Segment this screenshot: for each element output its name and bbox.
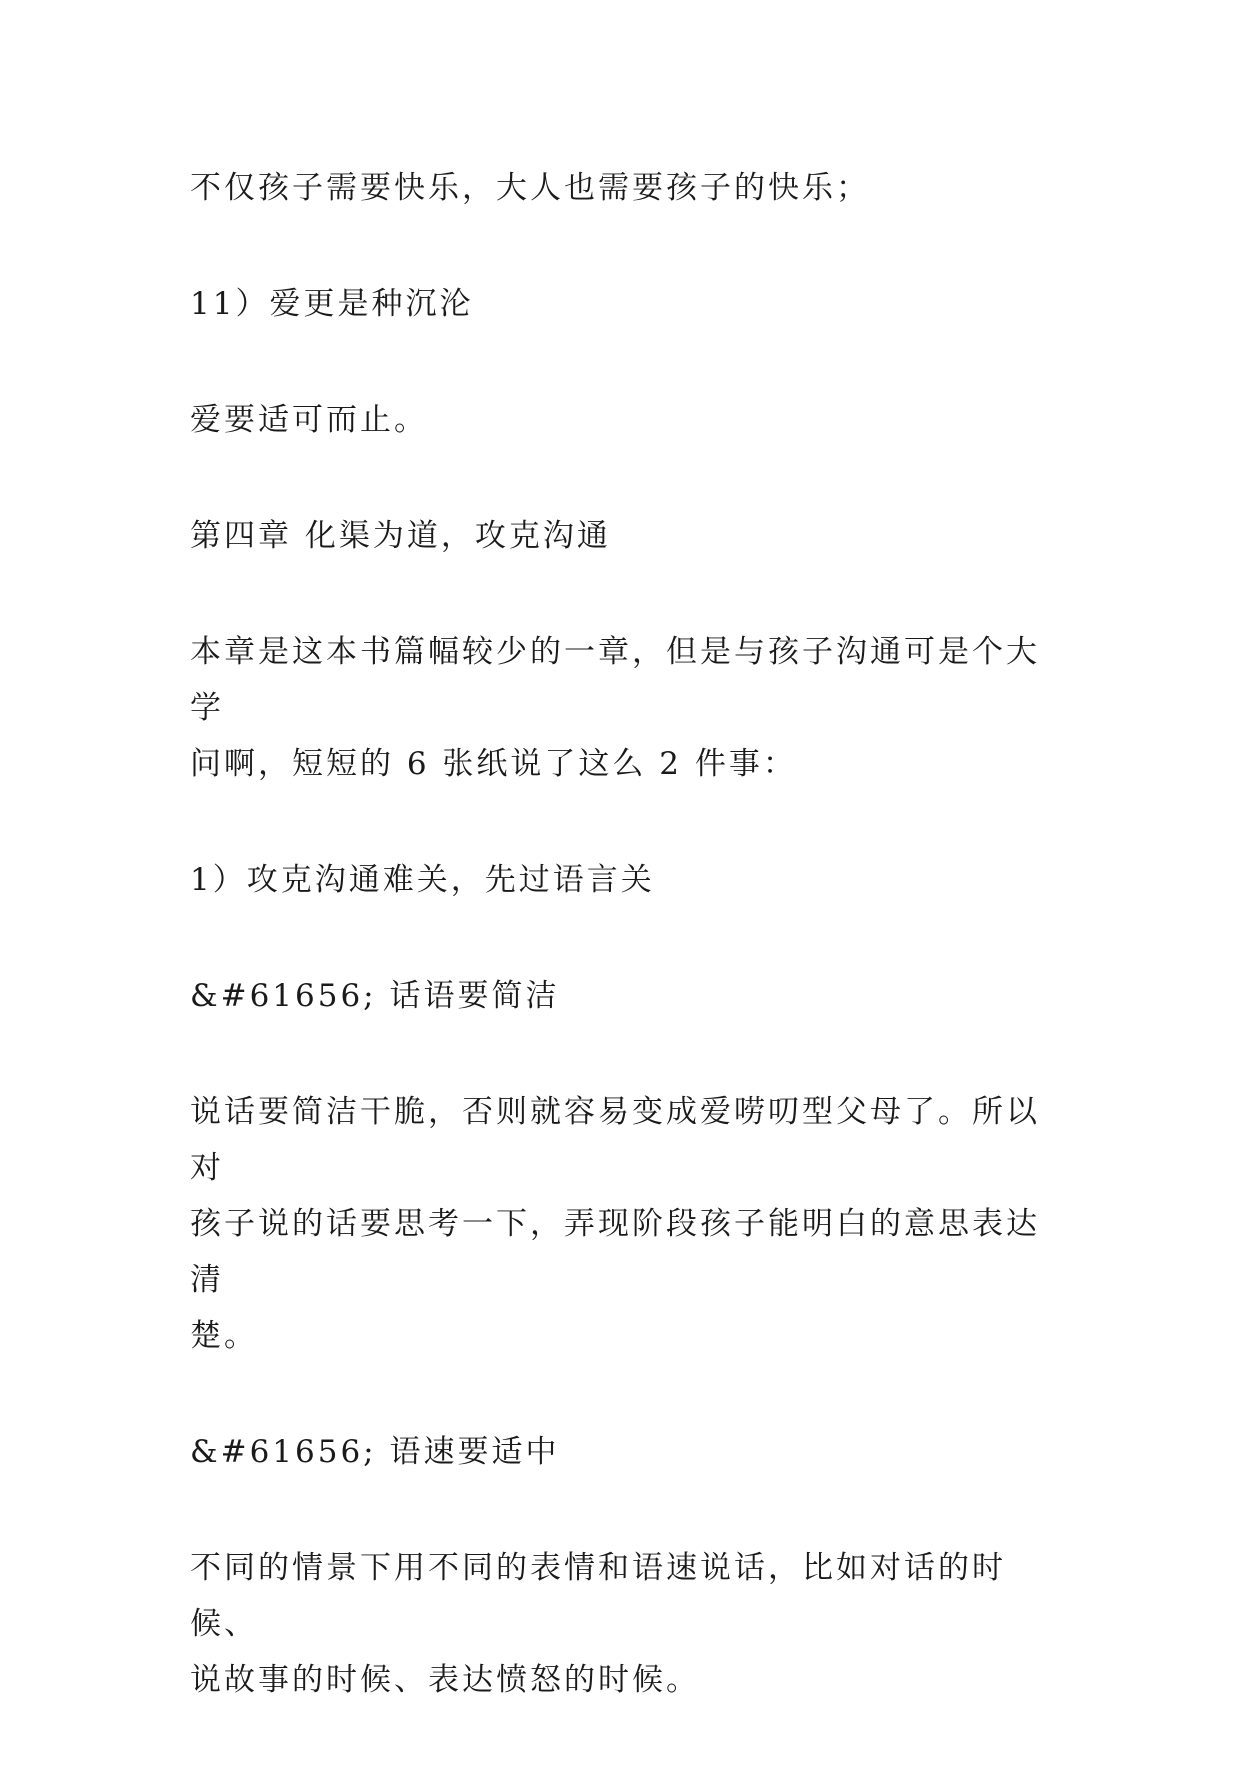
paragraph-line: 孩子说的话要思考一下，弄现阶段孩子能明白的意思表达清 (190, 1206, 1040, 1298)
paragraph-line: 不仅孩子需要快乐，大人也需要孩子的快乐； (190, 170, 870, 206)
paragraph-love-moderation (190, 392, 1070, 448)
paragraph-line: 问啊，短短的 6 张纸说了这么 2 件事： (190, 746, 797, 782)
paragraph-chapter-intro (190, 624, 1070, 792)
paragraph-concise-speech (190, 1084, 1070, 1364)
paragraph-line: 本章是这本书篇幅较少的一章，但是与孩子沟通可是个大学 (190, 634, 1040, 726)
chapter-title (190, 508, 1070, 564)
paragraph-line: 说话要简洁干脆，否则就容易变成爱唠叨型父母了。所以对 (190, 1094, 1040, 1186)
paragraph-speech-rate (190, 1540, 1070, 1708)
bullet-concise-speech (190, 968, 1070, 1024)
paragraph-line: &#61656; 语速要适中 (190, 1434, 560, 1470)
heading-language-barrier (190, 852, 1070, 908)
paragraph-happiness (190, 160, 1070, 216)
paragraph-line: 1）攻克沟通难关，先过语言关 (190, 862, 655, 898)
paragraph-line: &#61656; 话语要简洁 (190, 978, 560, 1014)
paragraph-line: 楚。 (190, 1318, 258, 1354)
paragraph-line: 不同的情景下用不同的表情和语速说话，比如对话的时候、 (190, 1550, 1006, 1642)
paragraph-line: 说故事的时候、表达愤怒的时候。 (190, 1662, 700, 1698)
paragraph-line: 11）爱更是种沉沦 (190, 286, 474, 322)
heading-love-indulgence (190, 276, 1070, 332)
paragraph-line: 爱要适可而止。 (190, 402, 428, 438)
paragraph-line: 第四章 化渠为道，攻克沟通 (190, 518, 611, 554)
bullet-speech-rate (190, 1424, 1070, 1480)
document-body (190, 160, 1070, 1768)
